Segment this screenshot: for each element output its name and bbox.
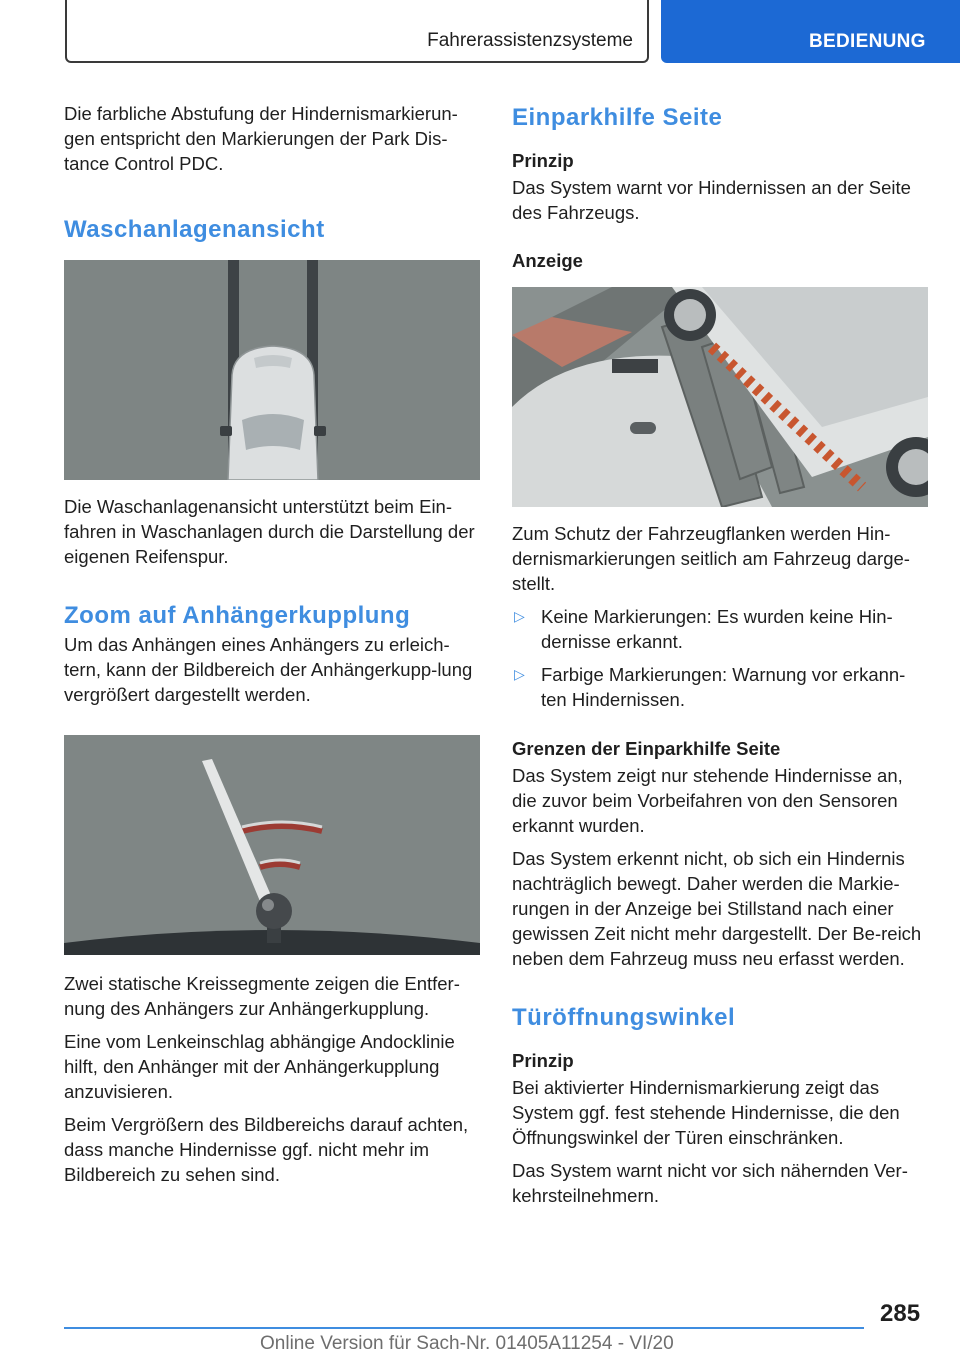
wash-view-heading: Waschanlagenansicht xyxy=(64,216,325,243)
trailer-hitch-image xyxy=(64,735,480,955)
triangle-bullet-icon: ▷ xyxy=(514,608,525,624)
triangle-bullet-icon: ▷ xyxy=(514,666,525,682)
side-parking-illustration xyxy=(512,287,928,507)
door-angle-paragraph-1: Bei aktivierter Hindernismarkierung zeigt das System ggf. fest stehende Hindernisse, die den Öffnungswinkel der Türen einschränken. xyxy=(512,1077,900,1148)
side-parking-limits-paragraph-2: Das System erkennt nicht, ob sich ein Hindernis nachträglich bewegt. Daher werden die Markie-rungen in der Anzeige bei Stillstand nach einer gewissen Zeit nicht mehr dargestellt. Der Be-reich neben dem Fahrzeug muss neu erfasst werden. xyxy=(512,848,922,969)
footer-divider xyxy=(64,1327,864,1329)
side-parking-image xyxy=(512,287,928,507)
page-number: 285 xyxy=(880,1300,921,1327)
header-section-box xyxy=(65,0,649,63)
trailer-zoom-docking-paragraph: Eine vom Lenkeinschlag abhängige Andocklinie hilft, den Anhänger mit der Anhängerkupplung anzuvisieren. xyxy=(64,1031,455,1102)
wash-view-illustration xyxy=(64,260,480,480)
wash-view-image xyxy=(64,260,480,480)
side-parking-heading: Einparkhilfe Seite xyxy=(512,104,723,131)
trailer-zoom-note-paragraph: Beim Vergrößern des Bildbereichs darauf achten, dass manche Hindernisse ggf. nicht mehr im Bildbereich zu sehen sind. xyxy=(64,1114,469,1185)
side-parking-principle-paragraph: Das System warnt vor Hindernissen an der Seite des Fahrzeugs. xyxy=(512,177,911,223)
right-column xyxy=(512,100,930,1208)
header-section-title: Fahrerassistenzsysteme xyxy=(427,30,633,51)
header-chapter-title: BEDIENUNG xyxy=(809,31,926,52)
side-parking-display-paragraph: Zum Schutz der Fahrzeugflanken werden Hin-dernismarkierungen seitlich am Fahrzeug darge-stellt. xyxy=(512,523,910,594)
footer-online-version: Online Version für Sach-Nr. 01405A11254 - VI/20 xyxy=(260,1333,674,1354)
side-parking-principle-label: Prinzip xyxy=(512,150,574,171)
door-angle-heading: Türöffnungswinkel xyxy=(512,1004,736,1031)
wash-view-paragraph: Die Waschanlagenansicht unterstützt beim Ein-fahren in Waschanlagen durch die Darstellung der eigenen Reifenspur. xyxy=(64,496,475,567)
header-chapter-tab xyxy=(661,0,960,63)
side-parking-limits-label: Grenzen der Einparkhilfe Seite xyxy=(512,738,781,759)
trailer-zoom-heading: Zoom auf Anhängerkupplung xyxy=(64,602,411,629)
side-parking-bullet-list xyxy=(512,604,930,712)
trailer-zoom-segments-paragraph: Zwei statische Kreissegmente zeigen die Entfer-nung des Anhängers zur Anhängerkupplung. xyxy=(64,973,460,1019)
bullet-item: ▷ Farbige Markierungen: Warnung vor erkann-ten Hindernissen. xyxy=(514,664,906,710)
trailer-zoom-paragraph: Um das Anhängen eines Anhängers zu erleich-tern, kann der Bildbereich der Anhängerkupp-lung vergrößert dargestellt werden. xyxy=(64,634,473,705)
door-angle-paragraph-2: Das System warnt nicht vor sich nähernden Ver-kehrsteilnehmern. xyxy=(512,1160,908,1206)
trailer-hitch-illustration xyxy=(64,735,480,955)
side-parking-display-label: Anzeige xyxy=(512,250,583,271)
intro-paragraph: Die farbliche Abstufung der Hindernismarkierun-gen entspricht den Markierungen der Park Dis-tance Control PDC. xyxy=(64,103,458,174)
door-angle-principle-label: Prinzip xyxy=(512,1050,574,1071)
side-parking-limits-paragraph-1: Das System zeigt nur stehende Hindernisse an, die zuvor beim Vorbeifahren von den Sensoren erkannt wurden. xyxy=(512,765,903,836)
left-column xyxy=(64,100,482,1187)
bullet-item: ▷ Keine Markierungen: Es wurden keine Hin-dernisse erkannt. xyxy=(514,606,893,652)
